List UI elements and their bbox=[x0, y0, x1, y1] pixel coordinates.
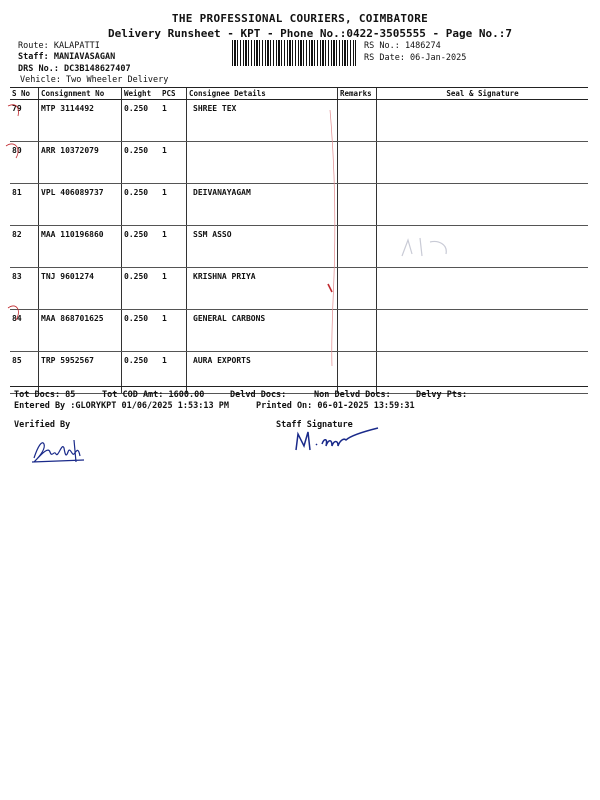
vehicle-label: Vehicle: Two Wheeler Delivery bbox=[20, 75, 169, 85]
cell-sno: 79 bbox=[10, 100, 39, 142]
cell-pcs: 1 bbox=[160, 268, 187, 310]
cell-consignment: TNJ 9601274 bbox=[39, 268, 122, 310]
cell-consignment: TRP 5952567 bbox=[39, 352, 122, 394]
entered-by: Entered By :GLORYKPT 01/06/2025 1:53:13 PM bbox=[14, 401, 229, 411]
cell-sno: 85 bbox=[10, 352, 39, 394]
cell-consignee: SHREE TEX bbox=[187, 100, 338, 142]
col-sno: S No bbox=[10, 88, 39, 100]
cell-consignee: AURA EXPORTS bbox=[187, 352, 338, 394]
verifier-signature-mark bbox=[28, 432, 92, 468]
rs-number: RS No.: 1486274 bbox=[364, 41, 441, 51]
delivered-docs: Delvd Docs: bbox=[230, 390, 287, 400]
col-pcs: PCS bbox=[160, 88, 187, 100]
cell-pcs: 1 bbox=[160, 226, 187, 268]
runsheet-subtitle: Delivery Runsheet - KPT - Phone No.:0422-3505555 - Page No.:7 bbox=[108, 27, 512, 40]
cell-pcs: 1 bbox=[160, 310, 187, 352]
cell-weight: 0.250 bbox=[122, 310, 161, 352]
col-consignee: Consignee Details bbox=[187, 88, 338, 100]
cell-pcs: 1 bbox=[160, 352, 187, 394]
cell-sno: 83 bbox=[10, 268, 39, 310]
cell-consignment: VPL 406089737 bbox=[39, 184, 122, 226]
rs-date: RS Date: 06-Jan-2025 bbox=[364, 53, 467, 63]
cell-weight: 0.250 bbox=[122, 352, 161, 394]
cell-pcs: 1 bbox=[160, 142, 187, 184]
cell-consignee: GENERAL CARBONS bbox=[187, 310, 338, 352]
page-title: THE PROFESSIONAL COURIERS, COIMBATORE bbox=[171, 12, 429, 25]
delivery-points: Delvy Pts: bbox=[416, 390, 468, 400]
verified-by-label: Verified By bbox=[14, 420, 71, 430]
col-weight: Weight bbox=[122, 88, 161, 100]
cell-sno: 80 bbox=[10, 142, 39, 184]
col-remarks: Remarks bbox=[338, 88, 377, 100]
red-pen-marks bbox=[0, 96, 600, 396]
cell-sno: 82 bbox=[10, 226, 39, 268]
cell-consignment: MTP 3114492 bbox=[39, 100, 122, 142]
staff-signature-mark bbox=[292, 420, 384, 456]
cell-pcs: 1 bbox=[160, 100, 187, 142]
non-delivered-docs: Non Delvd Docs: bbox=[314, 390, 391, 400]
printed-on: Printed On: 06-01-2025 13:59:31 bbox=[256, 401, 415, 411]
cell-consignment: MAA 110196860 bbox=[39, 226, 122, 268]
drs-number: DRS No.: DC3B148627407 bbox=[18, 64, 131, 74]
cell-sno: 81 bbox=[10, 184, 39, 226]
cell-weight: 0.250 bbox=[122, 100, 161, 142]
cell-consignee: DEIVANAYAGAM bbox=[187, 184, 338, 226]
col-consignment: Consignment No bbox=[39, 88, 122, 100]
cell-consignment: MAA 868701625 bbox=[39, 310, 122, 352]
cell-consignee: SSM ASSO bbox=[187, 226, 338, 268]
cell-sno: 84 bbox=[10, 310, 39, 352]
cell-weight: 0.250 bbox=[122, 226, 161, 268]
tot-cod-amount: Tot COD Amt: 1600.00 bbox=[102, 390, 205, 400]
tot-docs: Tot Docs: 85 bbox=[14, 390, 76, 400]
barcode-image bbox=[232, 40, 356, 66]
cell-consignee: KRISHNA PRIYA bbox=[187, 268, 338, 310]
cell-consignment: ARR 10372079 bbox=[39, 142, 122, 184]
staff-signature-label: Staff Signature bbox=[276, 420, 353, 430]
col-seal-signature: Seal & Signature bbox=[377, 88, 589, 100]
cell-pcs: 1 bbox=[160, 184, 187, 226]
cell-weight: 0.250 bbox=[122, 268, 161, 310]
cell-weight: 0.250 bbox=[122, 142, 161, 184]
staff-label: Staff: MANIAVASAGAN bbox=[18, 52, 116, 62]
cell-weight: 0.250 bbox=[122, 184, 161, 226]
route-label: Route: KALAPATTI bbox=[18, 41, 100, 51]
